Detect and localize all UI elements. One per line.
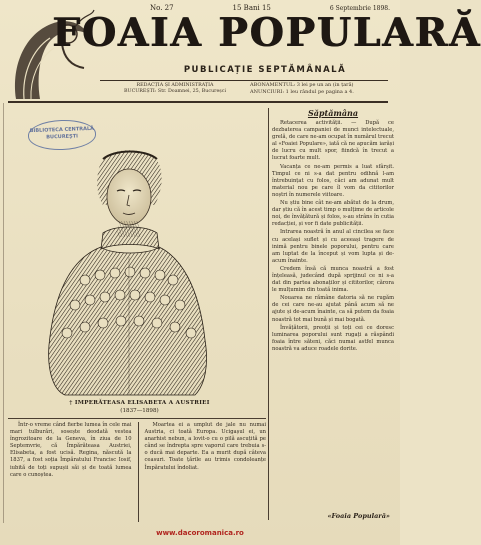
lower-column-divider [138, 422, 139, 522]
source-watermark[interactable]: www.dacoromanica.ro [156, 529, 244, 537]
article-paragraph: Nouarea ne rămâne datoria să ne rugăm de cei care ne-au ajutat până acum să ne ajute și de-acum înainte, ca să putem da foaia noastră tot mai bună și mai bogată. [272, 295, 394, 323]
article-paragraph: Credem însă că munca noastră a fost înțeleasă, judecând după sprijinul ce ni s-a dat din partea abonaților și cititorilor, cărora le mulțumim din toată inima. [272, 265, 394, 294]
subscription-line-2: ANUNCIURI: 1 leu rândul pe pagina a 4. [250, 88, 354, 95]
column-heading: Săptămâna [307, 108, 359, 118]
issue-number: No. 27 [150, 4, 174, 12]
article-paragraph: Intrarea noastră în anul al cincilea se face cu același suflet și cu aceeași tragere de inimă pentru binele poporului, pentru care am luptat de la început și vom lupta și de-acum înainte. [272, 229, 394, 264]
portrait-caption: † IMPERĂTEASA ELISABETA A AUSTRIEI [69, 400, 210, 406]
portrait-years: (1837—1898) [120, 408, 159, 414]
stamp-line-2: BUCUREȘTI [46, 133, 79, 141]
section-rule [8, 418, 266, 419]
redaction-line-1: REDACȚIA ȘI ADMINISTRAȚIA [136, 83, 214, 88]
stamp-line-1: BIBLIOTECA CENTRALĂ [29, 125, 95, 135]
newspaper-subtitle: PUBLICAȚIE SEPTĂMÂNALĂ [183, 65, 347, 75]
issue-date: 6 Septembrie 1898. [329, 4, 390, 12]
lower-article [10, 422, 266, 522]
newspaper-title: FOAIA POPULARĂ [52, 10, 481, 56]
page-edge-line [3, 103, 4, 523]
column-article [272, 120, 394, 510]
article-paragraph: Vacanța ce ne-am permis a luat sfârșit. Timpul ce ni s-a dat pentru odihnă l-am întrebuințat cu folos, căci am adunat mult material nou pe care îl vom da cititorilor noștri în numerele viitoare. [272, 163, 394, 198]
lower-column-2 [145, 422, 267, 522]
redaction-line-2: BUCUREȘTI: Str. Doamnei, 25, Bucureșci [124, 89, 226, 94]
lower-paragraph: Moartea ei a umplut de jale nu numai Austria, ci toată Europa. Ucigașul ei, un anarhist nebun, a lovit-o cu o pilă ascuțită pe când se îndrepta spre vaporul care trebuia s-o ducă mai departe. Ea a murit după câteva ceasuri. Toate țările au trimis condoleanțe Împăratului îndoliat. [144, 422, 266, 471]
article-paragraph: Învățătorii, preoții și toți cei ce doresc luminarea poporului sunt rugați a răspândi foaia între săteni, căci numai astfel munca noastră va aduce roadele dorite. [272, 324, 394, 352]
empress-portrait [45, 145, 210, 395]
article-paragraph: Retacerea activității. — După ce dezbaterea campaniei de munci intelectuale, grelă, de care ne-am ocupat în numărul trecut al «Foaiei Populare», iată că ne apucăm iarăși de lucru cu mult spor, fiindcă în trecut a lucrat foarte mult. [272, 120, 394, 162]
masthead-double-rule [8, 101, 388, 103]
article-signature: «Foaia Populară» [327, 512, 390, 520]
issue-price: 15 Bani 15 [232, 4, 271, 12]
subscription-line-1: ABONAMENTUL: 3 lei pe un an (in țară) [250, 82, 354, 88]
masthead-rule [100, 80, 388, 81]
redaction-info [105, 83, 245, 95]
lower-paragraph: Într-o vreme când fierbe lumea în cele mai mari tulburări, sosește deodată vestea îngrozitoare de la Geneva, în ziua de 10 Septemvrie, că Împărăteasa Austriei, Elisabeta, a fost ucisă. Regina, născută la 1837, a fost soția Împăratului Francisc Iosif, iubită de toți supușii săi și de toată lumea care o cunoștea. [10, 422, 132, 478]
column-divider [268, 108, 269, 520]
lower-column-1 [10, 422, 132, 522]
article-paragraph: Nu știu bine cât ne-am abătut de la drum, dar știu că în acest timp o mulțime de articole noi, de învățătură și folos, s-au strâns în cutia redacției, și vor fi date publicității. [272, 200, 394, 228]
subscription-info [250, 82, 395, 95]
